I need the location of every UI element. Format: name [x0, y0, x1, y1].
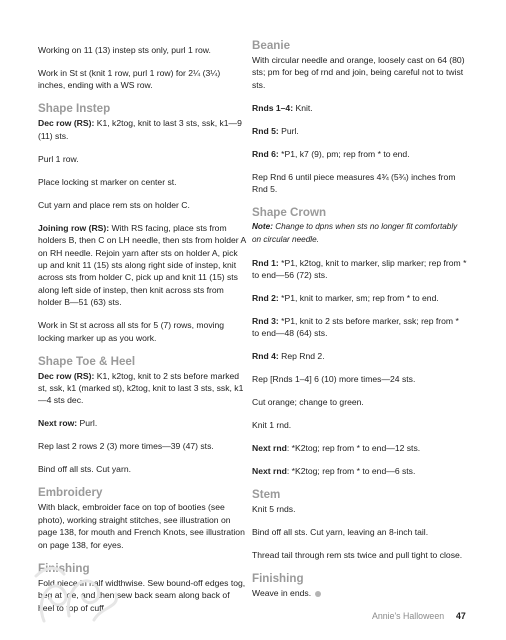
paragraph-instep-purl: Working on 11 (13) instep sts only, purl 1 row. [38, 45, 211, 55]
end-bullet-icon [315, 591, 321, 597]
footer [0, 611, 506, 625]
instruction-text: Rep Rnd 2. [278, 351, 325, 362]
paragraph-marker: Place locking st marker on center st. [38, 176, 177, 187]
heading-shape-crown: Shape Crown [252, 206, 327, 220]
instruction-text: With RS facing, place sts from holders B, then C on LH needle, then sts from holder A on RH needle. Rejoin yarn after sts on holder A, pick up and knit 11 (15) sts along right side of instep, knit across sts from holder C, pick up and knit 11 (15) sts along left side of instep, then knit across sts from holder B—51 (63) sts. [38, 222, 246, 308]
instruction-next-rnd-2 [252, 465, 467, 477]
instruction-label: Rnd 6: [252, 148, 279, 159]
instruction-label: Rnds 1–4: [252, 102, 294, 113]
paragraph-st-st: Work in St st (knit 1 row, purl 1 row) for 2¼ (3¼) inches, ending with a WS row. [38, 68, 221, 91]
paragraph-work: Work in St st across all sts for 5 (7) rows, moving locking marker up as you work. [38, 320, 225, 343]
heading-embroidery: Embroidery [38, 486, 103, 500]
instruction-label: Next row: [38, 418, 78, 429]
instruction-joining-row [38, 222, 246, 309]
instruction-text: *P1, k7 (9), pm; rep from * to end. [278, 148, 410, 159]
weave-text: Weave in ends. [252, 588, 312, 599]
instruction-text: : *K2tog; rep from * to end—6 sts. [286, 466, 416, 477]
instruction-rnd-5 [252, 125, 467, 137]
instruction-next-rnd-1 [252, 442, 467, 454]
instruction-label: Rnd 3: [252, 316, 279, 327]
instruction-text: : *K2tog; rep from * to end—12 sts. [286, 443, 421, 454]
heading-stem: Stem [252, 488, 281, 502]
instruction-rnd-6 [252, 148, 467, 160]
instruction-label: Next rnd [252, 443, 287, 454]
footer-publication-title: Annie's Halloween [372, 611, 445, 621]
heading-shape-instep: Shape Instep [38, 102, 111, 116]
paragraph-rep-rnds: Rep [Rnds 1–4] 6 (10) more times—24 sts. [252, 374, 416, 385]
instruction-label: Rnd 4: [252, 351, 279, 362]
note-text: Change to dpns when sts no longer fit comfortably on circular needle. [252, 222, 458, 244]
paragraph-bind-off-tail: Bind off all sts. Cut yarn, leaving an 8-inch tail. [252, 527, 429, 538]
instruction-rnd-3 [252, 315, 467, 340]
instruction-text: Knit. [293, 102, 313, 113]
paragraph-cut-orange: Cut orange; change to green. [252, 397, 364, 408]
instruction-text: K1, k2tog, knit to last 3 sts, ssk, k1—9 (11) sts. [38, 118, 242, 141]
heading-shape-toe-heel: Shape Toe & Heel [38, 354, 136, 368]
paragraph-weave [252, 587, 467, 599]
instruction-text: *P1, knit to marker, sm; rep from * to end. [278, 293, 439, 304]
instruction-label: Rnd 2: [252, 293, 279, 304]
page-number: 47 [456, 611, 466, 621]
note [252, 221, 467, 246]
instruction-text: Purl. [77, 418, 98, 429]
paragraph-cast-on: With circular needle and orange, loosely cast on 64 (80) sts; pm for beg of rnd and join, being careful not to twist sts. [252, 55, 465, 90]
instruction-rnds-1-4 [252, 102, 467, 114]
instruction-label: Next rnd [252, 466, 287, 477]
heading-finishing-beanie: Finishing [252, 572, 304, 586]
instruction-dec-row [38, 370, 246, 407]
instruction-text: K1, k2tog, knit to 2 sts before marked st, ssk, k1 (marked st), k2tog, knit to last 3 sts, ssk, k1—4 sts dec. [38, 370, 244, 406]
paragraph-thread-tail: Thread tail through rem sts twice and pull tight to close. [252, 550, 463, 561]
instruction-dec-row [38, 117, 246, 142]
paragraph-finishing: Fold piece in half widthwise. Sew bound-off edges tog, beg at toe, and then sew back seam along back of heel to top of cuff. [38, 577, 246, 613]
instruction-label: Dec row (RS): [38, 118, 95, 129]
instruction-label: Rnd 1: [252, 257, 279, 268]
paragraph-knit-1-rnd: Knit 1 rnd. [252, 420, 292, 431]
paragraph-cut: Cut yarn and place rem sts on holder C. [38, 199, 190, 210]
instruction-rnd-4 [252, 350, 467, 362]
paragraph-rep: Rep last 2 rows 2 (3) more times—39 (47) sts. [38, 441, 214, 452]
instruction-next-row [38, 417, 246, 429]
paragraph-rep-rnd-6: Rep Rnd 6 until piece measures 4¾ (5¾) inches from Rnd 5. [252, 171, 456, 195]
paragraph-knit-5: Knit 5 rnds. [252, 504, 296, 515]
instruction-text: *P1, k2tog, knit to marker, slip marker; rep from * to end—56 (72) sts. [252, 257, 467, 281]
paragraph-bind-off: Bind off all sts. Cut yarn. [38, 464, 131, 475]
paragraph-purl: Purl 1 row. [38, 153, 79, 164]
instruction-label: Rnd 5: [252, 125, 279, 136]
heading-beanie: Beanie [252, 39, 291, 52]
instruction-label: Joining row (RS): [38, 222, 110, 233]
note-label: Note: [252, 222, 273, 232]
instruction-rnd-2 [252, 292, 467, 304]
heading-finishing: Finishing [38, 561, 90, 575]
instruction-text: Purl. [278, 125, 299, 136]
instruction-text: *P1, knit to 2 sts before marker, ssk; rep from * to end—48 (64) sts. [252, 316, 459, 339]
paragraph-embroidery: With black, embroider face on top of booties (see photo), working straight stitches, see illustration on page 138, for mouth and French Knots, see illustration on page 138, for eyes. [38, 502, 245, 550]
right-column [252, 39, 467, 610]
instruction-label: Dec row (RS): [38, 370, 95, 381]
instruction-rnd-1 [252, 257, 467, 282]
